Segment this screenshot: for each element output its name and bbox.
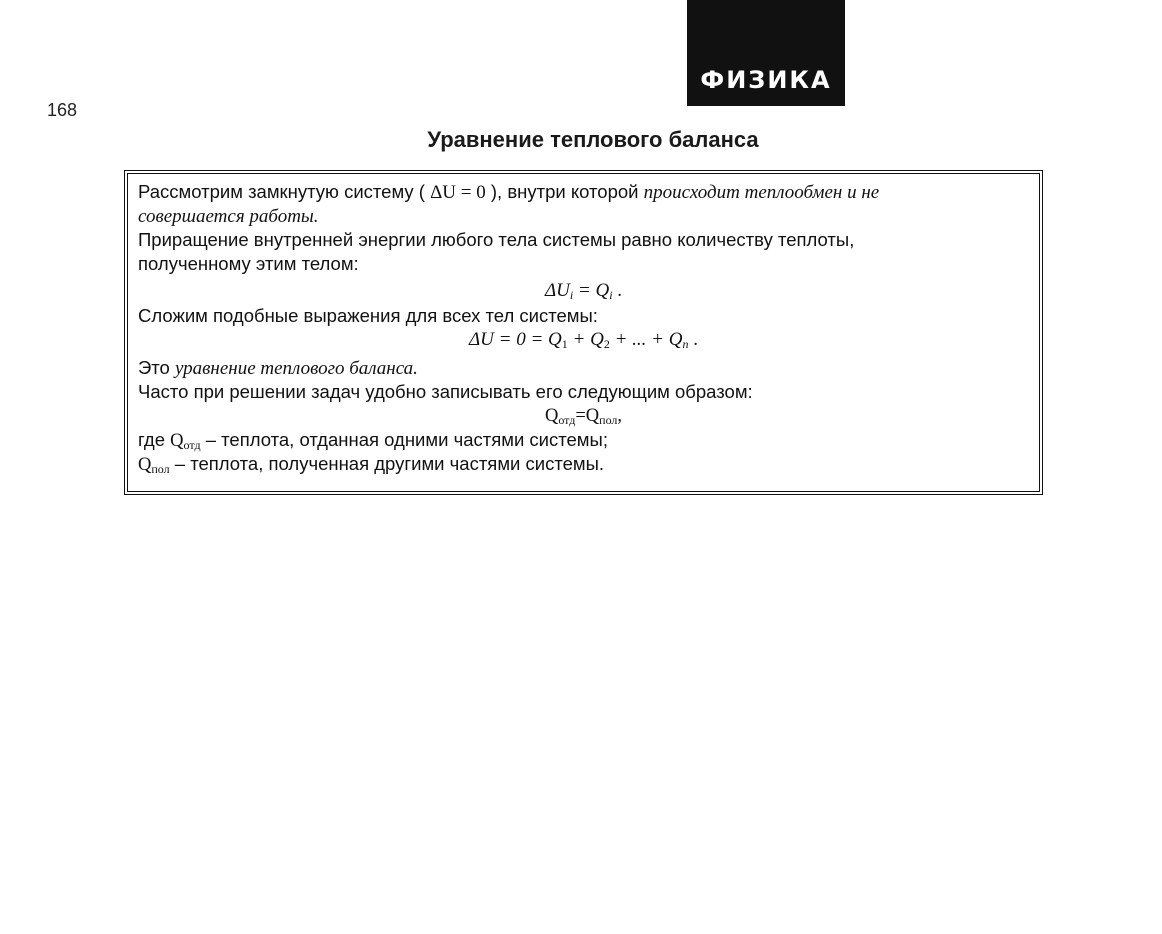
f3-sub-in: пол [599, 413, 618, 427]
f3-sub-out: отд [558, 413, 576, 427]
p6-sub: отд [183, 438, 201, 452]
p6-text: – теплота, отданная одними частями системы; [205, 429, 608, 450]
section-tab [687, 0, 845, 106]
f2-sub1: 1 [561, 337, 568, 351]
paragraph-7 [138, 452, 1029, 476]
f2-subn: n [682, 337, 689, 351]
f2-b: + Q [572, 329, 604, 350]
p1-start: Рассмотрим замкнутую систему ( [138, 181, 425, 202]
paragraph-5: Часто при решении задач удобно записывать его следующим образом: [138, 381, 753, 402]
p6-start: где [138, 429, 166, 450]
definition-box [124, 170, 1043, 495]
paragraph-4 [138, 356, 1029, 380]
section-tab-label: ФИЗИКА [700, 66, 832, 94]
p1-mid: ), внутри которой [490, 181, 639, 202]
p1-italic-b: совершается работы. [138, 206, 319, 227]
paragraph-2-line-1: Приращение внутренней энергии любого тела системы равно количеству теплоты, [138, 229, 855, 250]
paragraph-3: Сложим подобные выражения для всех тел системы: [138, 305, 598, 326]
f1-left: ΔU [544, 280, 570, 301]
f3-q: Q [544, 406, 559, 426]
p7-text: – теплота, полученная другими частями системы. [174, 453, 605, 474]
paragraph-1-line-1 [138, 180, 1029, 204]
p4-italic: уравнение теплового баланса. [175, 358, 418, 379]
f2-c: + ... + Q [614, 329, 683, 350]
f1-end: . [617, 280, 623, 301]
paragraph-1-line-2 [138, 204, 1029, 228]
p1-formula: ΔU = 0 [430, 182, 486, 203]
p7-sub: пол [151, 462, 170, 476]
f1-left-sub: i [569, 288, 574, 302]
page-number: 168 [47, 100, 78, 120]
paragraph-6 [138, 428, 1029, 452]
f1-eq: = Q [577, 280, 610, 301]
paragraph-2-line-2: полученному этим телом: [138, 253, 359, 274]
formula-1 [138, 276, 1029, 304]
formula-2 [138, 328, 1029, 356]
p1-italic-a: происходит теплообмен и не [643, 182, 880, 203]
f2-a: ΔU = 0 = Q [469, 329, 562, 350]
p6-q: Q [170, 431, 184, 451]
p7-q: Q [138, 455, 152, 475]
p4-start: Это [138, 357, 170, 378]
f3-end: , [617, 406, 623, 426]
page-title: Уравнение теплового баланса [427, 127, 759, 152]
f2-sub2: 2 [603, 337, 610, 351]
f1-right-sub: i [609, 288, 613, 302]
f3-eq: =Q [575, 406, 600, 426]
formula-3 [138, 404, 1029, 428]
f2-end: . [693, 329, 698, 350]
